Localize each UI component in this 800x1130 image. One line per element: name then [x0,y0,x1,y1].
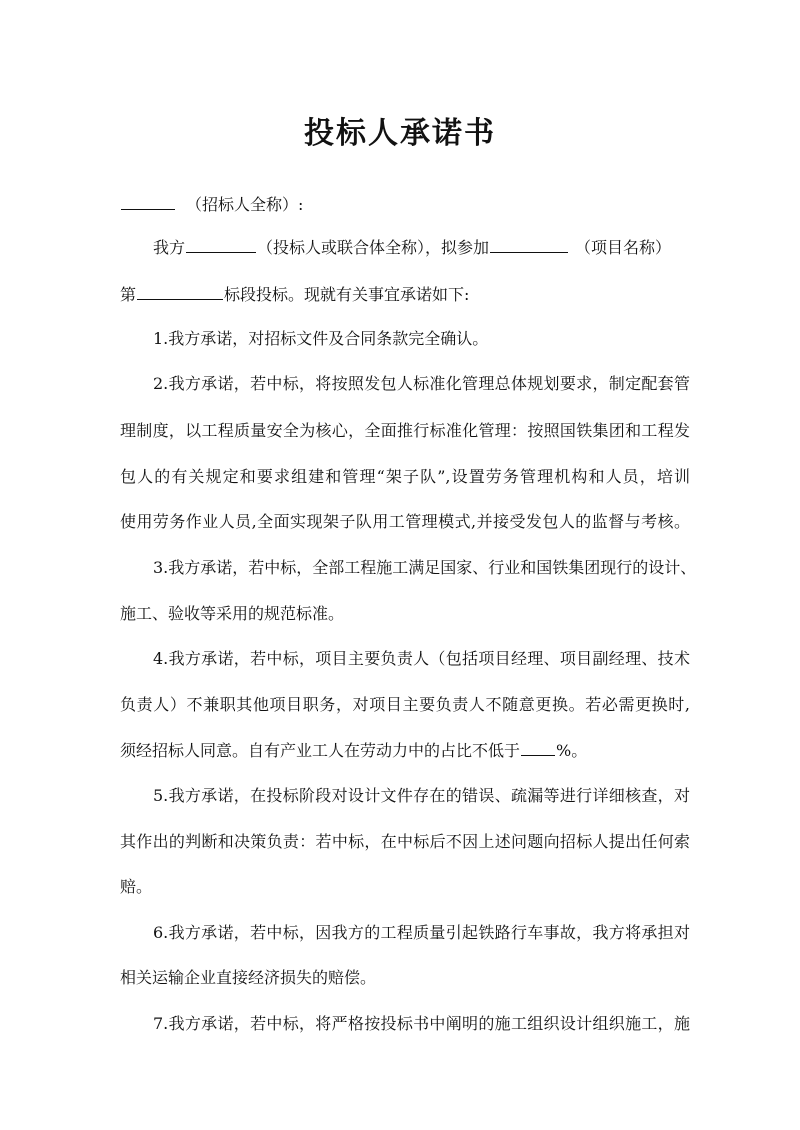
intro-line-1 [120,236,690,259]
percent-sign: %。 [556,741,588,760]
commitment-4-line-1: 4.我方承诺，若中标，项目主要负责人（包括项目经理、项目副经理、技术 [153,649,690,668]
section-number-blank [137,283,223,300]
commitment-7-line-1: 7.我方承诺，若中标，将严格按投标书中阐明的施工组织设计组织施工，施 [153,1014,690,1033]
commitment-2-line-1: 2.我方承诺，若中标，将按照发包人标准化管理总体规划要求，制定配套管 [153,374,690,393]
labor-ratio-text: 须经招标人同意。自有产业工人在劳动力中的占比不低于 [120,741,521,760]
commitment-2-line-4: 使用劳务作业人员,全面实现架子队用工管理模式,并接受发包人的监督与考核。 [120,512,690,531]
intro-text-4: 第 [120,285,137,304]
intro-text-5: 标段投标。现就有关事宜承诺如下: [224,285,470,304]
commitment-4-line-2: 负责人）不兼职其他项目职务，对项目主要负责人不随意更换。若必需更换时, [120,695,690,714]
labor-ratio-blank [521,739,555,756]
commitment-2-line-3: 包人的有关规定和要求组建和管理“架子队”,设置劳务管理机构和人员，培训 [120,467,690,486]
bidder-name-blank [186,236,256,253]
intro-text-1: 我方 [153,238,186,257]
commitment-4-line-3 [120,739,690,762]
intro-text-2: （投标人或联合体全称），拟参加 [257,238,490,257]
project-name-blank [490,236,568,253]
commitment-6-line-2: 相关运输企业直接经济损失的赔偿。 [120,968,377,987]
commitment-6-line-1: 6.我方承诺，若中标，因我方的工程质量引起铁路行车事故，我方将承担对 [153,923,690,942]
addressee-line [120,193,690,216]
addressee-label: （招标人全称）: [186,195,304,214]
commitment-5-line-1: 5.我方承诺，在投标阶段对设计文件存在的错误、疏漏等进行详细核查，对 [153,786,690,805]
commitment-5-line-2: 其作出的判断和决策负责：若中标，在中标后不因上述问题向招标人提出任何索 [120,832,690,851]
tenderer-name-blank [121,193,175,210]
intro-text-3: （项目名称） [575,238,672,257]
commitment-5-line-3: 赔。 [120,877,153,896]
commitment-3-line-2: 施工、验收等采用的规范标准。 [120,604,345,623]
document-title: 投标人承诺书 [304,116,496,151]
intro-line-2 [120,283,690,306]
commitment-3-line-1: 3.我方承诺，若中标，全部工程施工满足国家、行业和国铁集团现行的设计、 [153,558,697,577]
commitment-1-line-1: 1.我方承诺，对招标文件及合同条款完全确认。 [153,329,489,348]
commitment-2-line-2: 理制度，以工程质量安全为核心，全面推行标准化管理：按照国铁集团和工程发 [120,421,690,440]
